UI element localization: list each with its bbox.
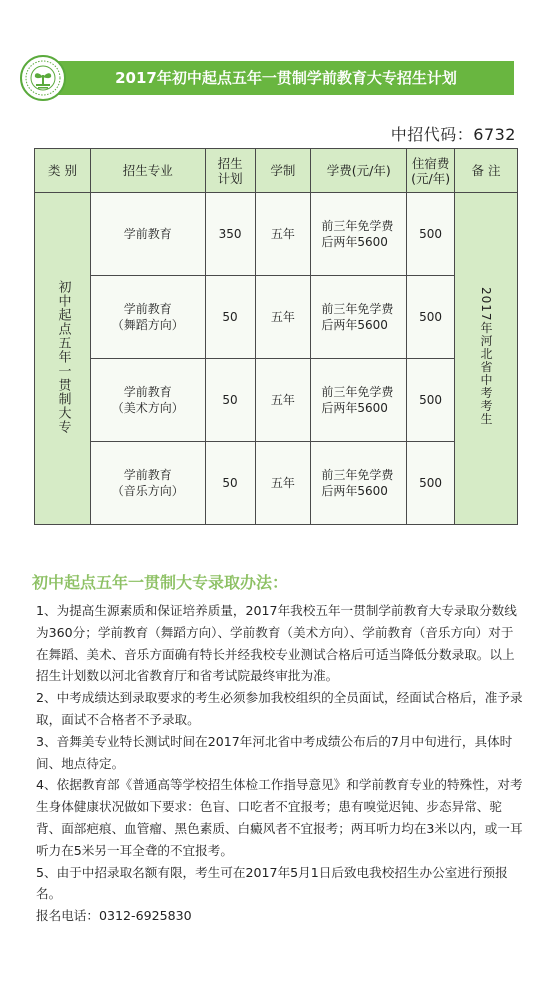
- major-name: 学前教育: [123, 227, 172, 241]
- header-duration: 学制: [255, 149, 311, 193]
- tuition-line2: 后两年5600: [321, 318, 388, 332]
- tuition-cell: [311, 276, 407, 359]
- table-row: [35, 193, 518, 276]
- page-header: [20, 55, 514, 101]
- category-cell: [35, 193, 91, 525]
- header-dorm-line1: 住宿费: [411, 155, 450, 171]
- major-cell: [90, 442, 205, 525]
- rule-item-5: 5、由于中招录取名额有限，考生可在2017年5月1日后致电我校招生办公室进行预报名。: [36, 864, 508, 902]
- tuition-cell: [311, 442, 407, 525]
- header-tuition: 学费(元/年): [311, 149, 407, 193]
- tuition-line2: 后两年5600: [321, 401, 388, 415]
- tuition-cell: [311, 359, 407, 442]
- major-cell: [90, 193, 205, 276]
- category-label: 初中起点五年一贯制大专: [55, 279, 71, 434]
- note-cell: [455, 193, 518, 525]
- duration-cell: 五年: [255, 193, 311, 276]
- major-direction: （美术方向）: [111, 401, 184, 415]
- quota-cell: 350: [205, 193, 255, 276]
- tuition-line1: 前三年免学费: [321, 385, 394, 399]
- admission-rules-title: 初中起点五年一贯制大专录取办法：: [32, 573, 289, 592]
- enrollment-plan-table: [34, 148, 518, 525]
- tuition-line2: 后两年5600: [321, 235, 388, 249]
- major-name: 学前教育: [123, 385, 172, 399]
- major-name: 学前教育: [123, 302, 172, 316]
- rule-item-3: 3、音舞美专业特长测试时间在2017年河北省中考成绩公布后的7月中旬进行，具体时间、地点待定。: [36, 733, 513, 771]
- header-quota: [205, 149, 255, 193]
- header-quota-line2: 计划: [217, 170, 243, 186]
- tuition-line2: 后两年5600: [321, 484, 388, 498]
- header-note: 备 注: [455, 149, 518, 193]
- header-quota-line1: 招生: [217, 155, 243, 171]
- table-row: [35, 276, 518, 359]
- signup-phone: 报名电话：0312-6925830: [36, 908, 192, 924]
- header-major: 招生专业: [90, 149, 205, 193]
- major-cell: [90, 276, 205, 359]
- duration-cell: 五年: [255, 359, 311, 442]
- rule-item-4: 4、依据教育部《普通高等学校招生体检工作指导意见》和学前教育专业的特殊性，对考生身体健康状况做如下要求：色盲、口吃者不宜报考；患有嗅觉迟钝、步态异常、驼背、面部疤痕、血管瘤、黑色素质、白癜风者不宜报考；两耳听力均在3米以内，或一耳听力在5米另一耳全聋的不宜报考。: [36, 777, 523, 858]
- header-dorm-fee: [407, 149, 455, 193]
- school-logo-emblem-icon: [22, 57, 64, 99]
- duration-cell: 五年: [255, 442, 311, 525]
- enrollment-code: 中招代码：6732: [390, 125, 516, 144]
- table-header-row: [35, 149, 518, 193]
- dorm-fee-cell: 500: [407, 276, 455, 359]
- rule-item-2: 2、中考成绩达到录取要求的考生必须参加我校组织的全员面试，经面试合格后，准予录取，面试不合格者不予录取。: [36, 690, 523, 727]
- note-label: 2017年河北省中考考生: [479, 287, 494, 426]
- major-direction: （音乐方向）: [111, 484, 184, 498]
- table-row: [35, 442, 518, 525]
- table-row: [35, 359, 518, 442]
- page-title: 2017年初中起点五年一贯制学前教育大专招生计划: [44, 61, 514, 95]
- admission-rules: [36, 600, 524, 927]
- tuition-cell: [311, 193, 407, 276]
- rule-item-1: 1、为提高生源素质和保证培养质量，2017年我校五年一贯制学前教育大专录取分数线为360分；学前教育（舞蹈方向）、学前教育（美术方向）、学前教育（音乐方向）对于在舞蹈、美术、音乐方面确有特长并经我校专业测试合格后可适当降低分数录取。以上招生计划数以河北省教育厅和省考试院最终审批为准。: [36, 603, 517, 684]
- quota-cell: 50: [205, 276, 255, 359]
- header-dorm-line2: (元/年): [411, 170, 451, 186]
- dorm-fee-cell: 500: [407, 193, 455, 276]
- major-name: 学前教育: [123, 468, 172, 482]
- major-direction: （舞蹈方向）: [111, 318, 184, 332]
- major-cell: [90, 359, 205, 442]
- school-logo: [20, 55, 66, 101]
- header-category: 类 别: [35, 149, 91, 193]
- quota-cell: 50: [205, 442, 255, 525]
- quota-cell: 50: [205, 359, 255, 442]
- duration-cell: 五年: [255, 276, 311, 359]
- dorm-fee-cell: 500: [407, 442, 455, 525]
- dorm-fee-cell: 500: [407, 359, 455, 442]
- tuition-line1: 前三年免学费: [321, 468, 394, 482]
- tuition-line1: 前三年免学费: [321, 219, 394, 233]
- tuition-line1: 前三年免学费: [321, 302, 394, 316]
